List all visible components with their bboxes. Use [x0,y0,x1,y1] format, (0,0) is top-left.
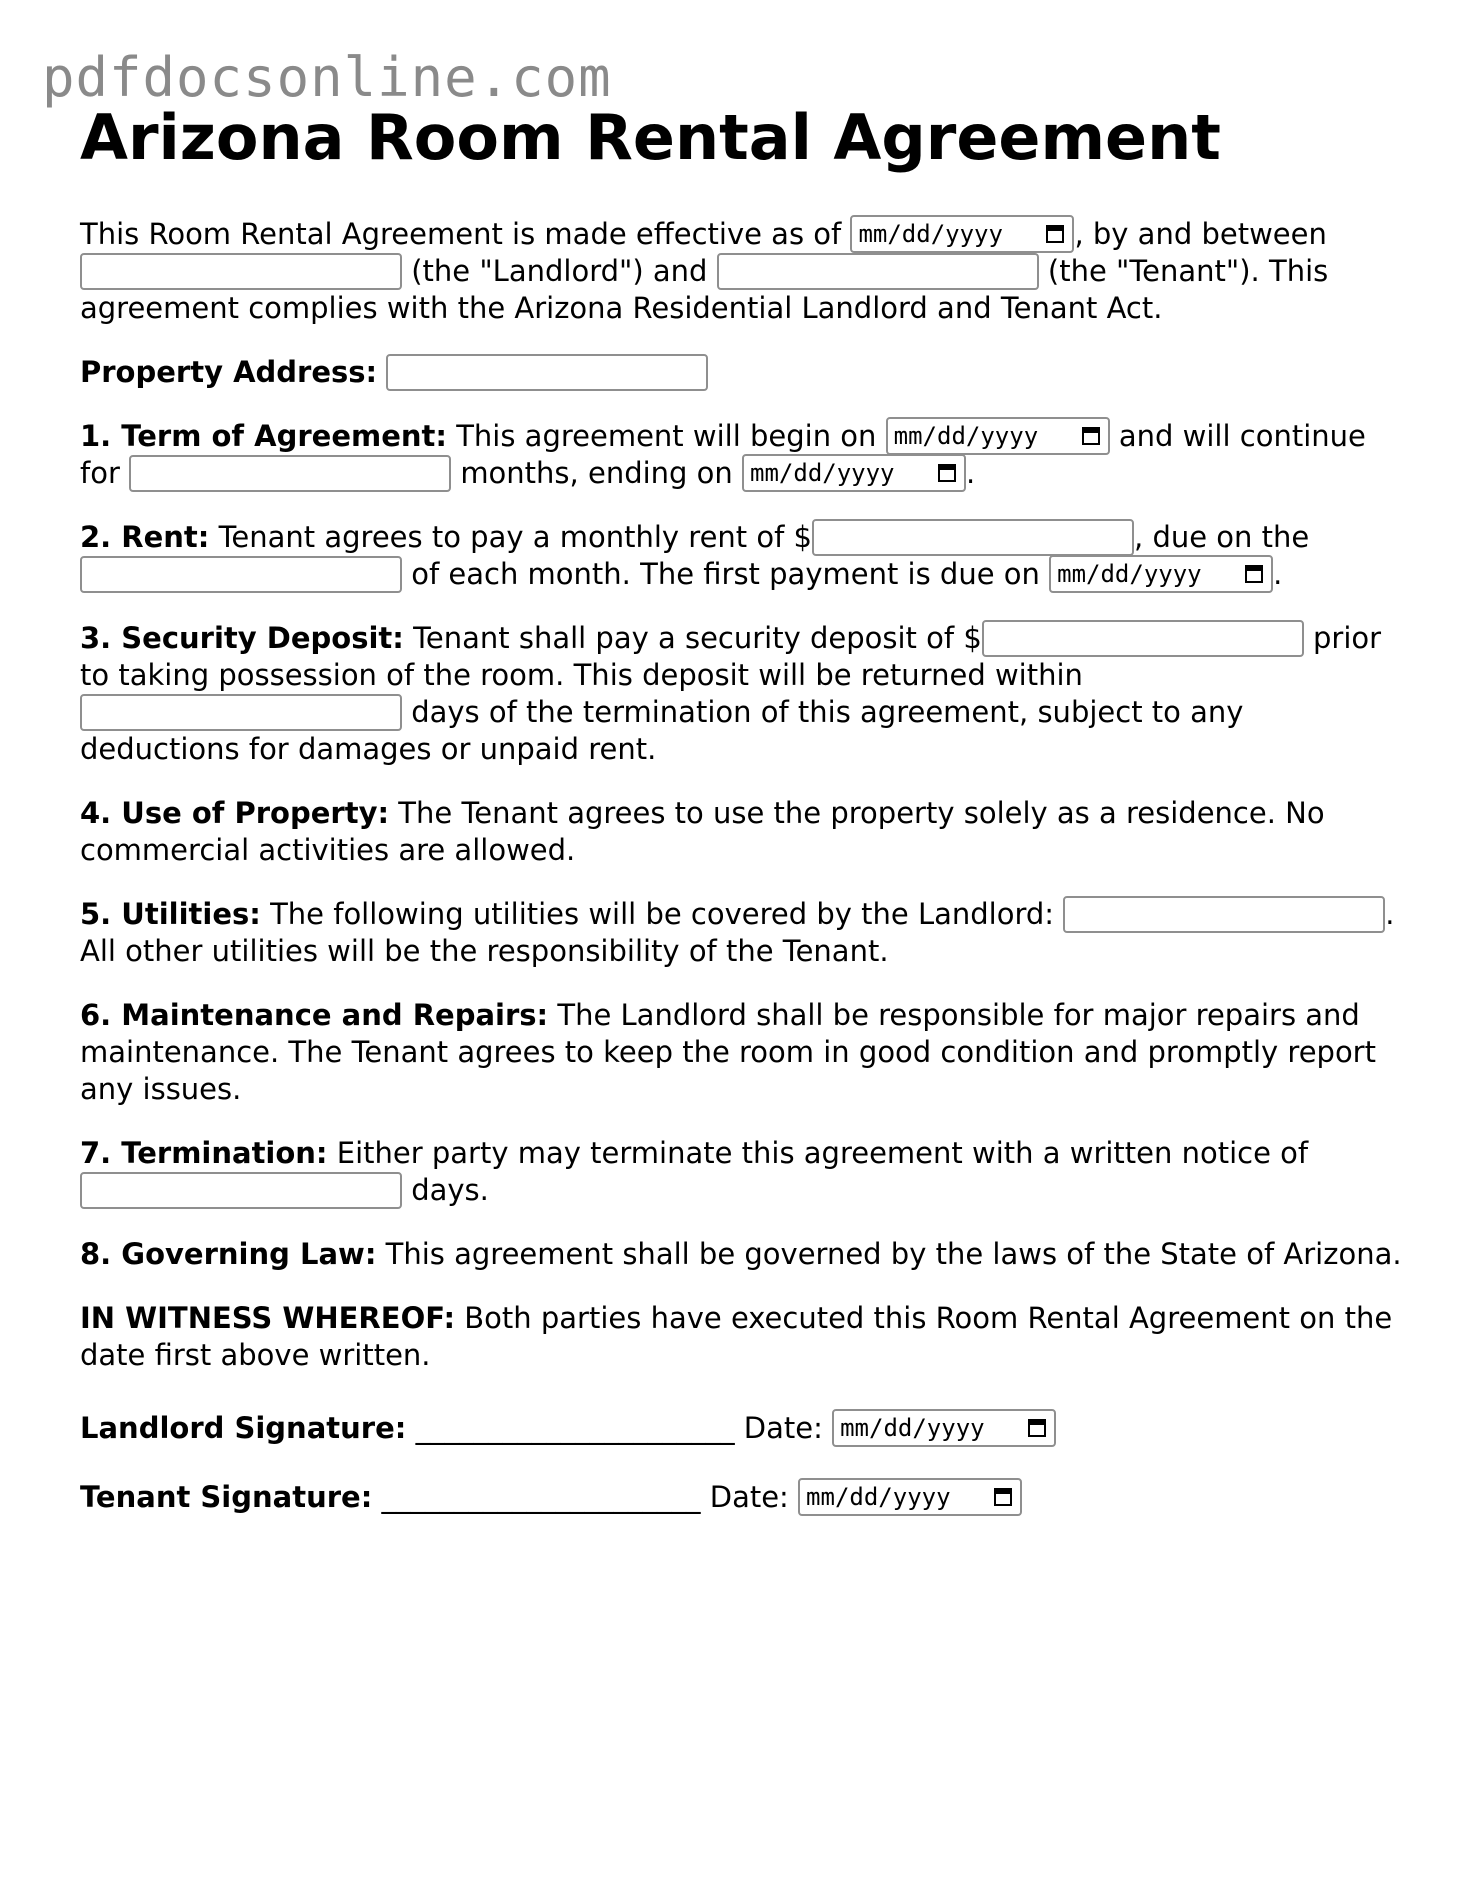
date-label: Date: [709,1480,789,1514]
section-heading: IN WITNESS WHEREOF: [80,1301,456,1335]
rent-due-day-input[interactable] [80,556,402,593]
intro-paragraph [80,216,1410,327]
effective-date-input[interactable] [850,215,1074,253]
date-placeholder: mm/dd/yyyy [750,458,895,487]
section-text: The following utilities will be covered by the Landlord: [270,897,1055,931]
watermark: pdfdocsonline.com [42,46,612,109]
tenant-date-input[interactable] [798,1478,1022,1516]
section-text: days of the termination of this agreement, subject to any deductions for damages or unpaid rent. [80,695,1244,766]
section-text: of each month. The first payment is due on [411,557,1040,591]
calendar-icon[interactable] [994,1488,1012,1506]
section-text: This agreement will begin on [456,419,877,453]
intro-text: , by and between [1074,217,1327,251]
section-text: Tenant agrees to pay a monthly rent of $ [218,520,813,554]
tenant-signature-line[interactable]: ______________________ [381,1480,701,1514]
utilities-input[interactable] [1063,896,1385,933]
date-placeholder: mm/dd/yyyy [858,219,1003,248]
landlord-name-input[interactable] [80,253,402,290]
landlord-signature-row [80,1410,1410,1447]
calendar-icon[interactable] [1028,1419,1046,1437]
section-text: , due on the [1134,520,1310,554]
section-text: . All other utilities will be the responsibility of the Tenant. [80,897,1395,968]
section-text: Tenant shall pay a security deposit of $ [413,621,982,655]
end-date-input[interactable] [742,454,966,492]
date-placeholder: mm/dd/yyyy [893,421,1039,450]
governing-law-section [80,1236,1410,1273]
tenant-name-input[interactable] [717,253,1039,290]
section-text: prior to taking possession of the room. This deposit will be returned within [80,621,1382,692]
maintenance-section [80,997,1410,1108]
landlord-signature-label: Landlord Signature: [80,1411,407,1445]
section-text: Either party may terminate this agreement with a written notice of [336,1136,1309,1170]
date-placeholder: mm/dd/yyyy [840,1413,985,1442]
intro-text: (the "Tenant"). This agreement complies with the Arizona Residential Landlord and Tenant Act. [80,254,1329,325]
term-months-input[interactable] [129,455,451,492]
date-label: Date: [743,1411,823,1445]
use-section [80,795,1410,869]
termination-section [80,1135,1410,1209]
section-heading: 7. Termination: [80,1136,328,1170]
security-deposit-input[interactable] [982,620,1304,657]
date-placeholder: mm/dd/yyyy [806,1482,951,1511]
intro-text: This Room Rental Agreement is made effective as of [80,217,842,251]
section-text: . [966,456,976,490]
section-heading: 4. Use of Property: [80,796,390,830]
calendar-icon[interactable] [1245,565,1263,583]
utilities-section [80,896,1410,970]
tenant-signature-label: Tenant Signature: [80,1480,373,1514]
term-section [80,418,1410,492]
date-placeholder: mm/dd/yyyy [1057,559,1202,588]
section-text: Both parties have executed this Room Rental Agreement on the date first above written. [80,1301,1393,1372]
rent-section [80,519,1410,593]
landlord-date-input[interactable] [832,1409,1056,1447]
section-text: The Landlord shall be responsible for major repairs and maintenance. The Tenant agrees to keep the room in good condition and promptly report any issues. [80,998,1376,1106]
monthly-rent-input[interactable] [812,519,1134,556]
property-address-label: Property Address: [80,355,378,389]
witness-section [80,1300,1410,1374]
property-address-input[interactable] [386,354,708,391]
section-text: months, ending on [460,456,733,490]
deposit-return-days-input[interactable] [80,694,402,731]
section-heading: 2. Rent: [80,520,210,554]
page-title: Arizona Room Rental Agreement [80,101,1221,174]
calendar-icon[interactable] [1046,225,1064,243]
calendar-icon[interactable] [938,464,956,482]
agreement-document [80,100,1410,1543]
calendar-icon[interactable] [1082,427,1100,445]
start-date-input[interactable] [886,417,1110,455]
section-heading: 5. Utilities: [80,897,261,931]
section-text: . [1273,557,1283,591]
section-heading: 8. Governing Law: [80,1237,377,1271]
section-heading: 6. Maintenance and Repairs: [80,998,549,1032]
section-text: This agreement shall be governed by the laws of the State of Arizona. [385,1237,1402,1271]
section-text: The Tenant agrees to use the property solely as a residence. No commercial activities are allowed. [80,796,1325,867]
tenant-signature-row [80,1479,1410,1516]
section-text: and will continue for [80,419,1366,490]
section-heading: 1. Term of Agreement: [80,419,447,453]
deposit-section [80,620,1410,768]
landlord-signature-line[interactable]: ______________________ [415,1411,735,1445]
property-address-row [80,354,1410,391]
intro-text: (the "Landlord") and [411,254,708,288]
section-heading: 3. Security Deposit: [80,621,404,655]
section-text: days. [411,1173,489,1207]
first-payment-date-input[interactable] [1049,555,1273,593]
notice-days-input[interactable] [80,1172,402,1209]
